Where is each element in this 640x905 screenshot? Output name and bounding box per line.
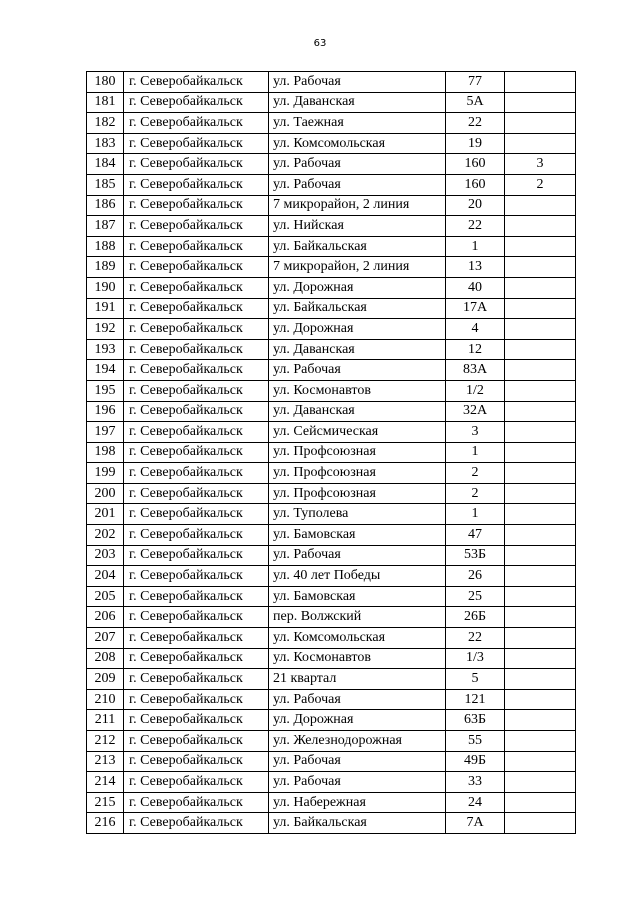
table-row: [87, 319, 576, 340]
street-cell: пер. Волжский: [269, 607, 446, 628]
house-number-cell: 63Б: [446, 710, 505, 731]
table-row: [87, 195, 576, 216]
street-cell: 7 микрорайон, 2 линия: [269, 195, 446, 216]
street-cell: ул. 40 лет Победы: [269, 566, 446, 587]
house-number-cell: 22: [446, 216, 505, 237]
row-number-cell: 189: [87, 257, 124, 278]
street-cell: ул. Профсоюзная: [269, 463, 446, 484]
apartment-cell: [505, 380, 576, 401]
row-number-cell: 200: [87, 483, 124, 504]
street-cell: ул. Рабочая: [269, 545, 446, 566]
row-number-cell: 196: [87, 401, 124, 422]
city-cell: г. Северобайкальск: [124, 195, 269, 216]
row-number-cell: 216: [87, 813, 124, 834]
apartment-cell: [505, 463, 576, 484]
street-cell: ул. Дорожная: [269, 319, 446, 340]
table-row: [87, 669, 576, 690]
house-number-cell: 26: [446, 566, 505, 587]
house-number-cell: 1/2: [446, 380, 505, 401]
row-number-cell: 213: [87, 751, 124, 772]
city-cell: г. Северобайкальск: [124, 72, 269, 93]
row-number-cell: 195: [87, 380, 124, 401]
street-cell: ул. Бамовская: [269, 586, 446, 607]
street-cell: ул. Профсоюзная: [269, 483, 446, 504]
city-cell: г. Северобайкальск: [124, 133, 269, 154]
row-number-cell: 214: [87, 772, 124, 793]
row-number-cell: 188: [87, 236, 124, 257]
table-row: [87, 772, 576, 793]
house-number-cell: 160: [446, 154, 505, 175]
street-cell: ул. Железнодорожная: [269, 731, 446, 752]
table-row: [87, 277, 576, 298]
house-number-cell: 26Б: [446, 607, 505, 628]
table-row: [87, 442, 576, 463]
apartment-cell: 2: [505, 174, 576, 195]
row-number-cell: 194: [87, 360, 124, 381]
city-cell: г. Северобайкальск: [124, 360, 269, 381]
row-number-cell: 210: [87, 689, 124, 710]
apartment-cell: [505, 731, 576, 752]
apartment-cell: [505, 504, 576, 525]
table-row: [87, 813, 576, 834]
city-cell: г. Северобайкальск: [124, 586, 269, 607]
table-row: [87, 628, 576, 649]
house-number-cell: 49Б: [446, 751, 505, 772]
apartment-cell: [505, 669, 576, 690]
house-number-cell: 5А: [446, 92, 505, 113]
row-number-cell: 208: [87, 648, 124, 669]
street-cell: 7 микрорайон, 2 линия: [269, 257, 446, 278]
street-cell: ул. Дорожная: [269, 710, 446, 731]
apartment-cell: [505, 216, 576, 237]
row-number-cell: 207: [87, 628, 124, 649]
table-row: [87, 216, 576, 237]
row-number-cell: 209: [87, 669, 124, 690]
house-number-cell: 12: [446, 339, 505, 360]
house-number-cell: 22: [446, 113, 505, 134]
house-number-cell: 1/3: [446, 648, 505, 669]
street-cell: ул. Космонавтов: [269, 380, 446, 401]
row-number-cell: 191: [87, 298, 124, 319]
apartment-cell: [505, 92, 576, 113]
apartment-cell: [505, 710, 576, 731]
house-number-cell: 77: [446, 72, 505, 93]
street-cell: ул. Сейсмическая: [269, 422, 446, 443]
table-row: [87, 689, 576, 710]
house-number-cell: 121: [446, 689, 505, 710]
house-number-cell: 24: [446, 792, 505, 813]
city-cell: г. Северобайкальск: [124, 380, 269, 401]
house-number-cell: 2: [446, 483, 505, 504]
house-number-cell: 3: [446, 422, 505, 443]
table-row: [87, 72, 576, 93]
row-number-cell: 187: [87, 216, 124, 237]
street-cell: ул. Даванская: [269, 92, 446, 113]
city-cell: г. Северобайкальск: [124, 277, 269, 298]
table-row: [87, 586, 576, 607]
table-row: [87, 174, 576, 195]
apartment-cell: [505, 442, 576, 463]
city-cell: г. Северобайкальск: [124, 792, 269, 813]
street-cell: ул. Даванская: [269, 401, 446, 422]
street-cell: ул. Нийская: [269, 216, 446, 237]
street-cell: ул. Байкальская: [269, 813, 446, 834]
table-row: [87, 236, 576, 257]
apartment-cell: [505, 319, 576, 340]
city-cell: г. Северобайкальск: [124, 525, 269, 546]
city-cell: г. Северобайкальск: [124, 751, 269, 772]
street-cell: ул. Бамовская: [269, 525, 446, 546]
city-cell: г. Северобайкальск: [124, 566, 269, 587]
table-row: [87, 133, 576, 154]
apartment-cell: 3: [505, 154, 576, 175]
apartment-cell: [505, 628, 576, 649]
city-cell: г. Северобайкальск: [124, 483, 269, 504]
city-cell: г. Северобайкальск: [124, 113, 269, 134]
table-row: [87, 92, 576, 113]
street-cell: ул. Космонавтов: [269, 648, 446, 669]
street-cell: ул. Комсомольская: [269, 133, 446, 154]
street-cell: ул. Рабочая: [269, 772, 446, 793]
table-row: [87, 751, 576, 772]
table-row: [87, 504, 576, 525]
row-number-cell: 201: [87, 504, 124, 525]
city-cell: г. Северобайкальск: [124, 339, 269, 360]
street-cell: ул. Байкальская: [269, 236, 446, 257]
apartment-cell: [505, 360, 576, 381]
city-cell: г. Северобайкальск: [124, 648, 269, 669]
row-number-cell: 197: [87, 422, 124, 443]
apartment-cell: [505, 751, 576, 772]
apartment-cell: [505, 195, 576, 216]
apartment-cell: [505, 257, 576, 278]
table-row: [87, 380, 576, 401]
street-cell: ул. Байкальская: [269, 298, 446, 319]
row-number-cell: 198: [87, 442, 124, 463]
apartment-cell: [505, 586, 576, 607]
row-number-cell: 203: [87, 545, 124, 566]
table-row: [87, 710, 576, 731]
table-row: [87, 298, 576, 319]
apartment-cell: [505, 422, 576, 443]
row-number-cell: 202: [87, 525, 124, 546]
apartment-cell: [505, 277, 576, 298]
city-cell: г. Северобайкальск: [124, 545, 269, 566]
house-number-cell: 20: [446, 195, 505, 216]
street-cell: 21 квартал: [269, 669, 446, 690]
row-number-cell: 204: [87, 566, 124, 587]
table-row: [87, 463, 576, 484]
table-row: [87, 339, 576, 360]
table-row: [87, 483, 576, 504]
street-cell: ул. Набережная: [269, 792, 446, 813]
apartment-cell: [505, 133, 576, 154]
street-cell: ул. Рабочая: [269, 154, 446, 175]
house-number-cell: 83А: [446, 360, 505, 381]
city-cell: г. Северобайкальск: [124, 689, 269, 710]
apartment-cell: [505, 566, 576, 587]
city-cell: г. Северобайкальск: [124, 628, 269, 649]
apartment-cell: [505, 545, 576, 566]
row-number-cell: 183: [87, 133, 124, 154]
city-cell: г. Северобайкальск: [124, 216, 269, 237]
street-cell: ул. Даванская: [269, 339, 446, 360]
row-number-cell: 205: [87, 586, 124, 607]
street-cell: ул. Рабочая: [269, 72, 446, 93]
house-number-cell: 22: [446, 628, 505, 649]
row-number-cell: 212: [87, 731, 124, 752]
row-number-cell: 180: [87, 72, 124, 93]
table-row: [87, 422, 576, 443]
city-cell: г. Северобайкальск: [124, 607, 269, 628]
table-row: [87, 566, 576, 587]
address-table-body: [87, 72, 576, 834]
house-number-cell: 32А: [446, 401, 505, 422]
apartment-cell: [505, 813, 576, 834]
house-number-cell: 1: [446, 236, 505, 257]
row-number-cell: 185: [87, 174, 124, 195]
city-cell: г. Северобайкальск: [124, 442, 269, 463]
table-row: [87, 545, 576, 566]
street-cell: ул. Рабочая: [269, 360, 446, 381]
apartment-cell: [505, 401, 576, 422]
house-number-cell: 55: [446, 731, 505, 752]
table-row: [87, 731, 576, 752]
house-number-cell: 7А: [446, 813, 505, 834]
house-number-cell: 13: [446, 257, 505, 278]
city-cell: г. Северобайкальск: [124, 92, 269, 113]
page-number: 63: [313, 38, 327, 49]
street-cell: ул. Рабочая: [269, 751, 446, 772]
city-cell: г. Северобайкальск: [124, 504, 269, 525]
street-cell: ул. Рабочая: [269, 174, 446, 195]
apartment-cell: [505, 72, 576, 93]
house-number-cell: 47: [446, 525, 505, 546]
city-cell: г. Северобайкальск: [124, 298, 269, 319]
city-cell: г. Северобайкальск: [124, 772, 269, 793]
apartment-cell: [505, 339, 576, 360]
house-number-cell: 2: [446, 463, 505, 484]
city-cell: г. Северобайкальск: [124, 422, 269, 443]
house-number-cell: 160: [446, 174, 505, 195]
apartment-cell: [505, 607, 576, 628]
city-cell: г. Северобайкальск: [124, 154, 269, 175]
house-number-cell: 1: [446, 442, 505, 463]
row-number-cell: 193: [87, 339, 124, 360]
street-cell: ул. Профсоюзная: [269, 442, 446, 463]
street-cell: ул. Дорожная: [269, 277, 446, 298]
house-number-cell: 4: [446, 319, 505, 340]
table-row: [87, 607, 576, 628]
street-cell: ул. Туполева: [269, 504, 446, 525]
apartment-cell: [505, 113, 576, 134]
apartment-cell: [505, 236, 576, 257]
city-cell: г. Северобайкальск: [124, 710, 269, 731]
city-cell: г. Северобайкальск: [124, 174, 269, 195]
house-number-cell: 17А: [446, 298, 505, 319]
table-row: [87, 792, 576, 813]
apartment-cell: [505, 689, 576, 710]
city-cell: г. Северобайкальск: [124, 236, 269, 257]
street-cell: ул. Таежная: [269, 113, 446, 134]
house-number-cell: 1: [446, 504, 505, 525]
row-number-cell: 192: [87, 319, 124, 340]
house-number-cell: 19: [446, 133, 505, 154]
apartment-cell: [505, 483, 576, 504]
city-cell: г. Северобайкальск: [124, 319, 269, 340]
apartment-cell: [505, 298, 576, 319]
table-row: [87, 154, 576, 175]
table-row: [87, 360, 576, 381]
table-row: [87, 257, 576, 278]
row-number-cell: 181: [87, 92, 124, 113]
house-number-cell: 40: [446, 277, 505, 298]
city-cell: г. Северобайкальск: [124, 257, 269, 278]
street-cell: ул. Рабочая: [269, 689, 446, 710]
house-number-cell: 25: [446, 586, 505, 607]
city-cell: г. Северобайкальск: [124, 813, 269, 834]
apartment-cell: [505, 525, 576, 546]
row-number-cell: 215: [87, 792, 124, 813]
house-number-cell: 33: [446, 772, 505, 793]
house-number-cell: 53Б: [446, 545, 505, 566]
street-cell: ул. Комсомольская: [269, 628, 446, 649]
apartment-cell: [505, 648, 576, 669]
row-number-cell: 182: [87, 113, 124, 134]
apartment-cell: [505, 792, 576, 813]
table-row: [87, 401, 576, 422]
row-number-cell: 184: [87, 154, 124, 175]
city-cell: г. Северобайкальск: [124, 669, 269, 690]
row-number-cell: 206: [87, 607, 124, 628]
city-cell: г. Северобайкальск: [124, 401, 269, 422]
apartment-cell: [505, 772, 576, 793]
table-row: [87, 113, 576, 134]
table-row: [87, 525, 576, 546]
house-number-cell: 5: [446, 669, 505, 690]
row-number-cell: 199: [87, 463, 124, 484]
city-cell: г. Северобайкальск: [124, 731, 269, 752]
row-number-cell: 186: [87, 195, 124, 216]
table-row: [87, 648, 576, 669]
city-cell: г. Северобайкальск: [124, 463, 269, 484]
row-number-cell: 190: [87, 277, 124, 298]
address-table: [86, 71, 576, 834]
row-number-cell: 211: [87, 710, 124, 731]
